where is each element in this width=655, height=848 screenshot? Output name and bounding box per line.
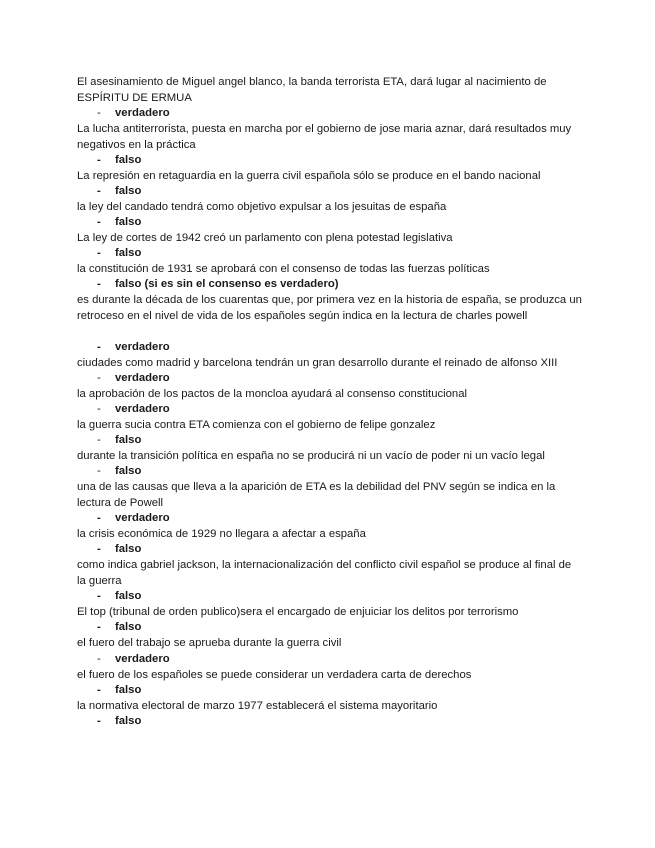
question-7: es durante la década de los cuarentas que, por primera vez en la historia de españa, se produzca un retroceso en el nivel de vida de los españoles según indica en la lectura de charles powell — [77, 294, 582, 322]
question-13: la crisis económica de 1929 no llegara a afectar a españa — [77, 528, 366, 540]
answer-7: - verdadero — [97, 341, 170, 353]
answer-2: - falso — [97, 154, 142, 166]
question-14: como indica gabriel jackson, la internacionalización del conflicto civil español se produce al final de la guerra — [77, 559, 572, 587]
question-15: El top (tribunal de orden publico)sera el encargado de enjuiciar los delitos por terrorismo — [77, 606, 519, 618]
answer-17: - falso — [97, 684, 142, 696]
answer-4: - falso — [97, 216, 142, 228]
question-8: ciudades como madrid y barcelona tendrán un gran desarrollo durante el reinado de alfonso XIII — [77, 357, 558, 369]
question-12: una de las causas que lleva a la aparición de ETA es la debilidad del PNV según se indica en la lectura de Powell — [77, 481, 556, 509]
answer-10: - falso — [97, 434, 142, 446]
question-3: La represión en retaguardia en la guerra civil española sólo se produce en el bando nacional — [77, 170, 541, 182]
answer-5: - falso — [97, 247, 142, 259]
question-2: La lucha antiterrorista, puesta en marcha por el gobierno de jose maria aznar, dará resultados muy negativos en la práctica — [77, 123, 572, 151]
answer-11: - falso — [97, 465, 142, 477]
answer-15: - falso — [97, 621, 142, 633]
question-18: la normativa electoral de marzo 1977 establecerá el sistema mayoritario — [77, 700, 438, 712]
question-16: el fuero del trabajo se aprueba durante la guerra civil — [77, 637, 342, 649]
answer-12: - verdadero — [97, 512, 170, 524]
answer-9: - verdadero — [97, 403, 170, 415]
answer-14: - falso — [97, 590, 142, 602]
question-9: la aprobación de los pactos de la moncloa ayudará al consenso constitucional — [77, 388, 467, 400]
question-11: durante la transición política en españa no se producirá ni un vacío de poder ni un vacío legal — [77, 450, 545, 462]
answer-3: - falso — [97, 185, 142, 197]
question-5: La ley de cortes de 1942 creó un parlamento con plena potestad legislativa — [77, 232, 453, 244]
question-10: la guerra sucia contra ETA comienza con el gobierno de felipe gonzalez — [77, 419, 436, 431]
answer-8: - verdadero — [97, 372, 170, 384]
question-17: el fuero de los españoles se puede considerar un verdadera carta de derechos — [77, 669, 472, 681]
question-4: la ley del candado tendrá como objetivo expulsar a los jesuitas de españa — [77, 201, 447, 213]
answer-16: - verdadero — [97, 653, 170, 665]
answer-18: - falso — [97, 715, 142, 727]
answer-6: - falso (si es sin el consenso es verdadero) — [97, 278, 339, 290]
question-6: la constitución de 1931 se aprobará con el consenso de todas las fuerzas políticas — [77, 263, 490, 275]
answer-1: - verdadero — [97, 107, 170, 119]
answer-13: - falso — [97, 543, 142, 555]
question-1: El asesinamiento de Miguel angel blanco, la banda terrorista ETA, dará lugar al nacimiento de ESPÍRITU DE ERMUA — [77, 76, 547, 104]
